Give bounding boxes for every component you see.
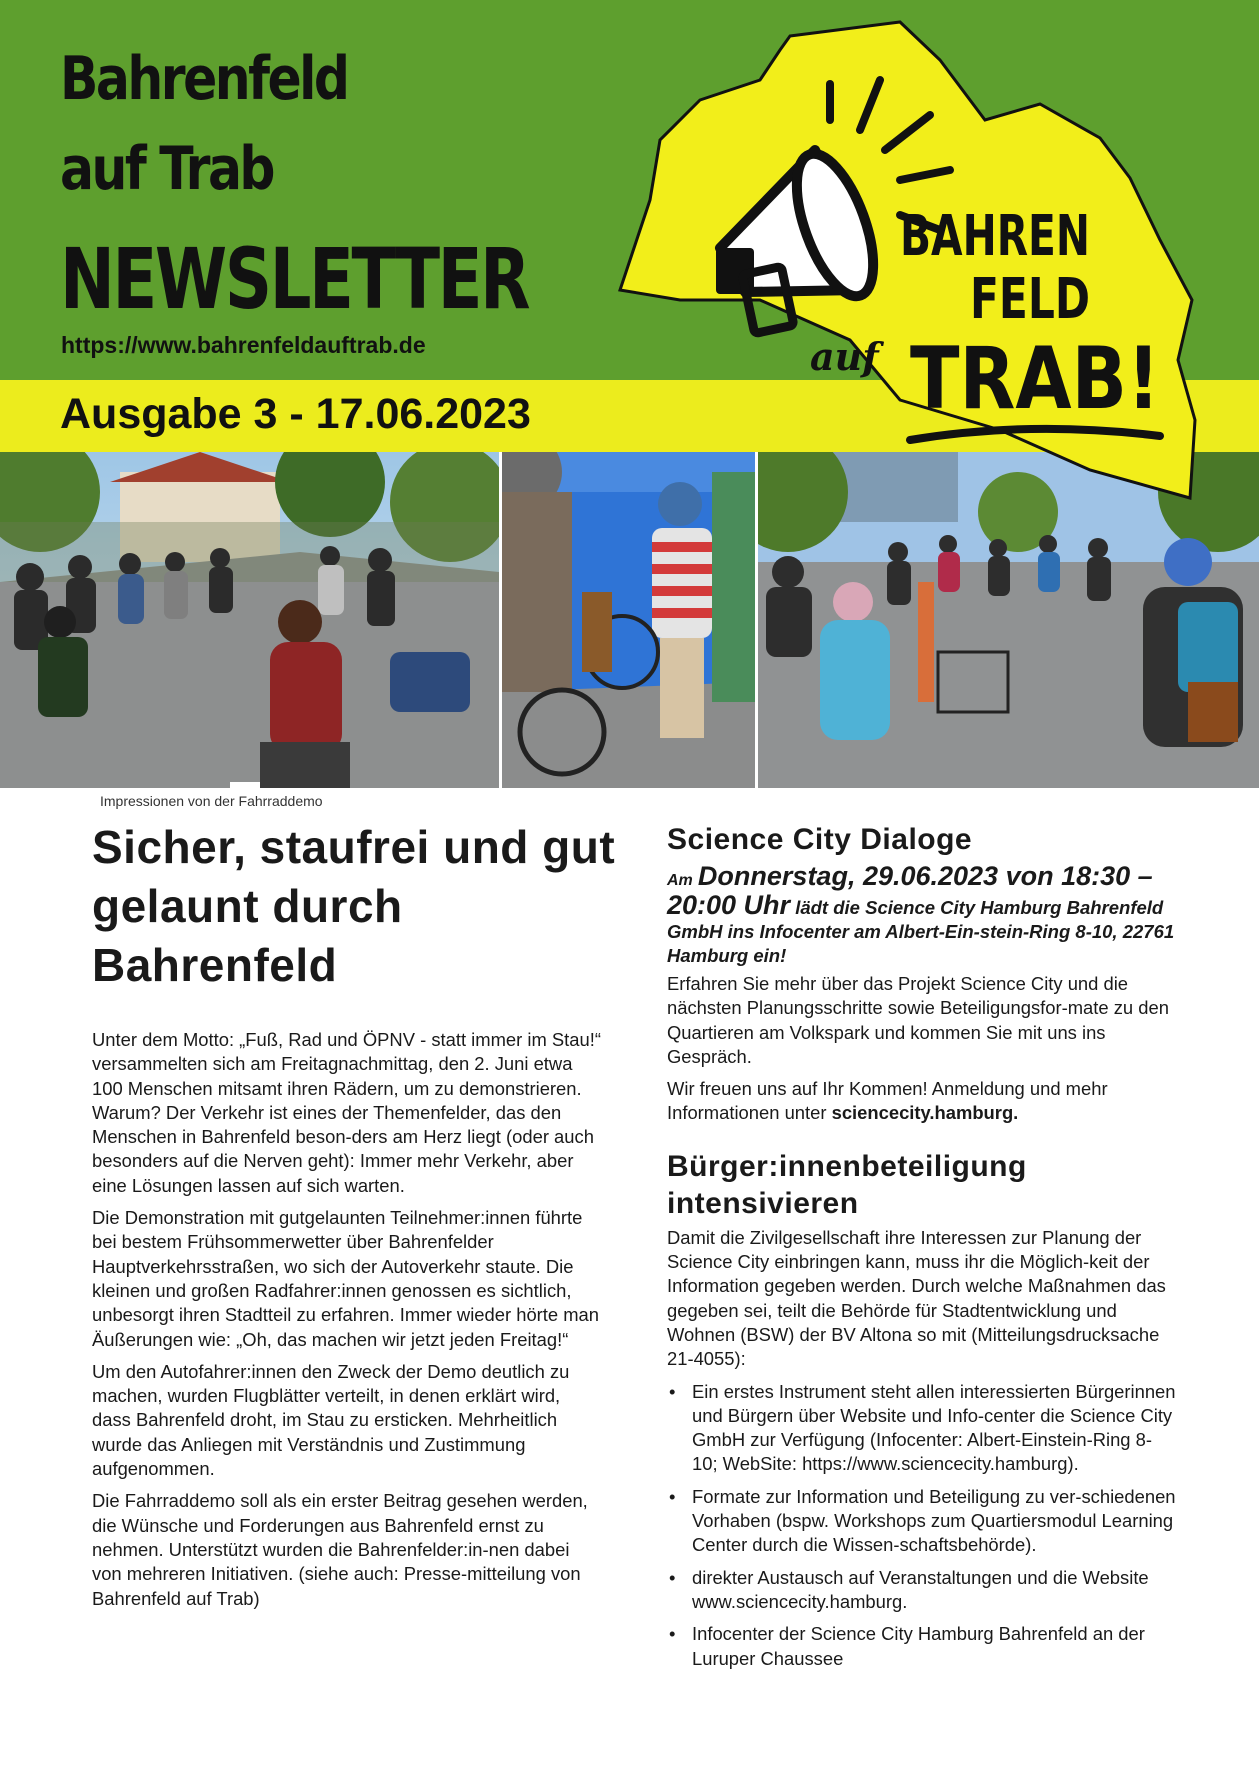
- logo-text-auf: auf: [810, 334, 879, 379]
- list-item: • Formate zur Information und Beteiligung zu ver-schiedenen Vorhaben (bspw. Workshops zum Quartiersmodul Learning Center durch die Wissen-schaftsbehörde).: [667, 1485, 1177, 1558]
- article-body: [92, 1028, 602, 1619]
- photo-caption: Impressionen von der Fahrraddemo: [100, 793, 323, 809]
- article-paragraph: Die Fahrraddemo soll als ein erster Beitrag gesehen werden, die Wünsche und Forderungen aus Bahrenfeld ernst zu nehmen. Unterstützt wurden die Bahrenfelder:in-nen dabei von mehreren Initiativen. (siehe auch: Presse-mitteilung von Bahrenfeld auf Trab): [92, 1490, 588, 1609]
- science-city-body-2: [667, 1077, 1177, 1126]
- bahrenfeld-auf-trab-logo: [0, 0, 1259, 510]
- beteiligung-intro: Damit die Zivilgesellschaft ihre Interessen zur Planung der Science City einbringen kann, muss ihr die Möglich-keit der Information gegeben werden. Durch welche Maßnahmen das gegeben sei, teilt die Behörde für Stadtentwicklung und Wohnen (BSW) der BV Altona so mit (Mitteilungsdrucksache 21-4055):: [667, 1226, 1166, 1370]
- website-url: https://www.bahrenfeldauftrab.de: [61, 332, 426, 358]
- right-column: [667, 820, 1177, 1679]
- article-paragraph: Die Demonstration mit gutgelaunten Teilnehmer:innen führte bei bestem Frühsommerwetter über Bahrenfelder Hauptverkehrsstraßen, wo sich der Autoverkehr staute. Die kleinen und großen Radfahrer:innen genossen es sichtlich, unbesorgt ihren Stadtteil zu erfahren. Immer wieder hörte man Äußerungen wie: „Oh, das machen wir jetzt jeden Freitag!“: [92, 1207, 600, 1350]
- science-city-lead: [667, 861, 1177, 968]
- masthead-line-1: Bahrenfeld: [60, 44, 348, 114]
- logo-text-bahren: BAHREN: [900, 204, 1090, 269]
- body-2-text: Wir freuen uns auf Ihr Kommen! Anmeldung und mehr Informationen unter: [667, 1078, 1108, 1124]
- logo-text-feld: FELD: [970, 267, 1090, 332]
- lead-date: Donnerstag, 29.06.2023 von 18:30 – 20:00 Uhr: [667, 861, 1153, 920]
- article-headline: Sicher, staufrei und gut gelaunt durch Bahrenfeld: [92, 821, 616, 991]
- lead-rest: lädt die Science City Hamburg Bahrenfeld GmbH ins Infocenter am Albert-Ein-stein-Ring 8-10, 22761 Hamburg ein!: [667, 897, 1175, 966]
- logo-text-trab: TRAB!: [910, 329, 1160, 429]
- beteiligung-title: Bürger:innenbeteiligung intensivieren: [667, 1149, 1027, 1220]
- masthead-line-2: auf Trab: [60, 134, 273, 204]
- science-city-title: Science City Dialoge: [667, 823, 973, 856]
- science-city-body-1: Erfahren Sie mehr über das Projekt Science City und die nächsten Planungsschritte sowie Beteiligungsfor-mate zu den Quartieren am Volkspark und kommen Sie mit uns ins Gespräch.: [667, 973, 1169, 1067]
- beteiligung-list: [667, 1380, 1177, 1671]
- article-paragraph: Um den Autofahrer:innen den Zweck der Demo deutlich zu machen, wurden Flugblätter verteilt, in denen erklärt wird, dass Bahrenfeld droht, im Stau zu ersticken. Mehrheitlich wurde das Anliegen mit Verständnis und Zustimmung aufgenommen.: [92, 1360, 570, 1480]
- list-item: • direkter Austausch auf Veranstaltungen und die Website www.sciencecity.hamburg.: [667, 1566, 1177, 1615]
- list-item: • Infocenter der Science City Hamburg Bahrenfeld an der Luruper Chaussee: [667, 1622, 1177, 1671]
- list-item: • Ein erstes Instrument steht allen interessierten Bürgerinnen und Bürgern über Website und Info-center die Science City GmbH zur Verfügung (Infocenter: Albert-Einstein-Ring 8-10; WebSite: https://www.sciencecity.hamburg).: [667, 1380, 1177, 1477]
- masthead-newsletter: NEWSLETTER: [60, 230, 529, 328]
- sciencecity-link[interactable]: sciencecity.hamburg.: [831, 1102, 1019, 1124]
- article-paragraph: Unter dem Motto: „Fuß, Rad und ÖPNV - statt immer im Stau!“ versammelten sich am Freitagnachmittag, den 2. Juni etwa 100 Menschen mitsamt ihren Rädern, um zu demonstrieren. Warum? Der Verkehr ist eines der Themenfelder, das den Menschen in Bahrenfeld beson-ders am Herz liegt (oder auch besonders auf die Nerven geht): Immer mehr Verkehr, aber eine Lösungen lassen auf sich warten.: [92, 1029, 601, 1196]
- issue-label: Ausgabe 3 - 17.06.2023: [60, 390, 531, 438]
- lead-am: Am: [667, 872, 693, 889]
